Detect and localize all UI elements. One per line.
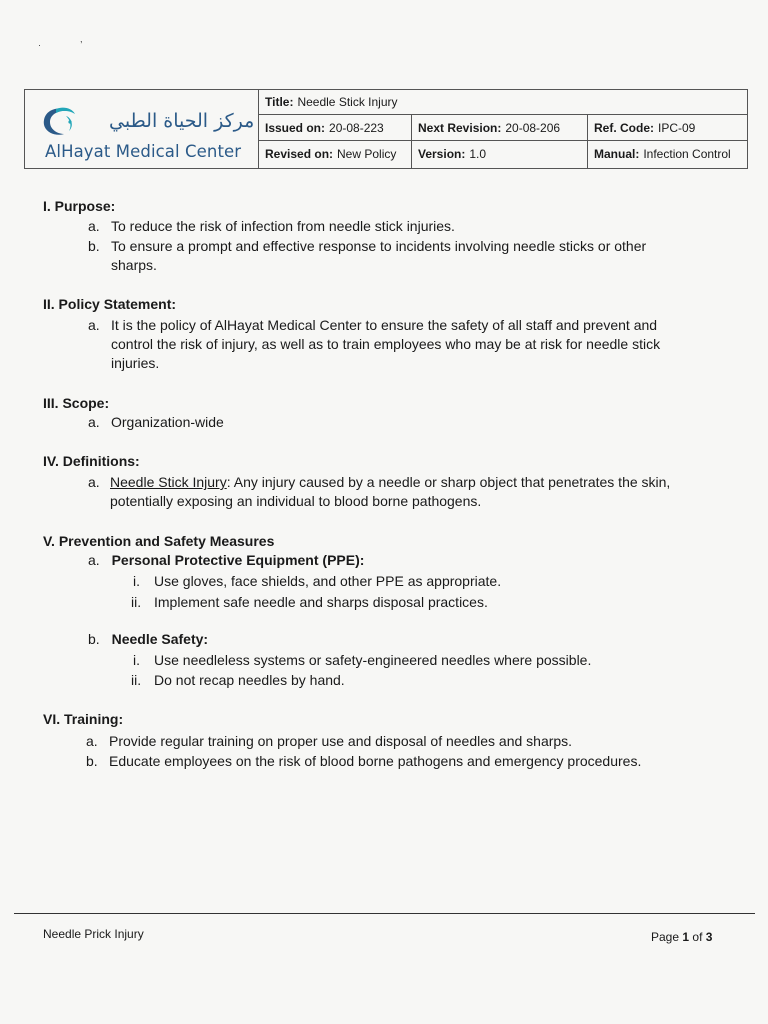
manual-value: Infection Control xyxy=(643,147,731,162)
list-item-text: sharps. xyxy=(111,257,157,273)
page-word: Page xyxy=(651,930,680,944)
list-marker: b. xyxy=(86,753,98,769)
page-total: 3 xyxy=(705,930,713,944)
ref-code-cell xyxy=(588,115,747,139)
header-row-issue xyxy=(259,115,747,140)
issued-cell xyxy=(259,115,412,139)
list-marker: ii. xyxy=(131,594,142,610)
list-item-text: Organization-wide xyxy=(111,414,224,430)
page-current: 1 xyxy=(682,930,690,944)
subsection-title: Personal Protective Equipment (PPE): xyxy=(111,552,365,568)
list-marker: a. xyxy=(88,414,100,430)
list-marker: a. xyxy=(88,474,100,490)
definition-text: : Any injury caused by a needle or sharp object that penetrates the skin, xyxy=(226,474,671,490)
version-value: 1.0 xyxy=(469,147,487,162)
page-of: of xyxy=(692,930,703,944)
list-marker: b. xyxy=(88,238,100,254)
list-item-text: To ensure a prompt and effective response to incidents involving needle sticks or other xyxy=(111,238,647,254)
section-heading-prevention: V. Prevention and Safety Measures xyxy=(43,533,275,549)
title-value: Needle Stick Injury xyxy=(297,95,398,110)
header-row-title xyxy=(259,90,747,115)
defined-term: Needle Stick Injury xyxy=(110,474,227,490)
issued-label: Issued on: xyxy=(265,120,326,135)
scan-speck: , xyxy=(80,34,83,44)
footer-document-name: Needle Prick Injury xyxy=(43,927,144,941)
alhayat-logo-icon xyxy=(39,104,79,138)
next-revision-value: 20-08-206 xyxy=(505,120,561,135)
scan-speck: · xyxy=(38,40,41,50)
title-label: Title: xyxy=(265,95,294,110)
definition-text: potentially exposing an individual to blood borne pathogens. xyxy=(110,493,482,509)
manual-cell xyxy=(588,141,747,168)
ref-code-label: Ref. Code: xyxy=(594,120,654,135)
revised-value: New Policy xyxy=(337,147,397,162)
version-label: Version: xyxy=(418,147,466,162)
list-item-text: Implement safe needle and sharps disposal practices. xyxy=(154,594,488,610)
section-heading-policy: II. Policy Statement: xyxy=(43,296,177,312)
list-marker: b. xyxy=(88,631,100,647)
title-cell xyxy=(259,90,747,114)
section-heading-scope: III. Scope: xyxy=(43,395,110,411)
manual-label: Manual: xyxy=(594,147,640,162)
list-marker: a. xyxy=(88,552,100,568)
list-item-text: Do not recap needles by hand. xyxy=(154,672,345,688)
ref-code-value: IPC-09 xyxy=(658,120,696,135)
document-header-table xyxy=(24,89,748,169)
issued-value: 20-08-223 xyxy=(329,120,384,135)
list-item-text: control the risk of injury, as well as to train employees who may be at risk for needle stick xyxy=(111,336,661,352)
section-heading-definitions: IV. Definitions: xyxy=(43,453,140,469)
page-number xyxy=(651,930,712,944)
footer-divider xyxy=(14,913,755,914)
list-item-text: Provide regular training on proper use and disposal of needles and sharps. xyxy=(109,733,573,749)
revised-cell xyxy=(259,141,412,168)
version-cell xyxy=(412,141,588,168)
section-heading-training: VI. Training: xyxy=(43,711,124,727)
list-marker: a. xyxy=(88,317,100,333)
list-marker: ii. xyxy=(131,672,142,688)
list-item-text: It is the policy of AlHayat Medical Center to ensure the safety of all staff and prevent and xyxy=(111,317,658,333)
logo-cell xyxy=(25,90,259,168)
header-row-revision xyxy=(259,141,747,168)
header-info-grid xyxy=(259,90,747,168)
subsection-needle-safety xyxy=(88,631,208,647)
subsection-title: Needle Safety: xyxy=(111,631,209,647)
list-item-text: To reduce the risk of infection from needle stick injuries. xyxy=(111,218,455,234)
logo-english-name: AlHayat Medical Center xyxy=(45,142,242,161)
revised-label: Revised on: xyxy=(265,147,334,162)
next-revision-cell xyxy=(412,115,588,139)
list-item-text: Use needleless systems or safety-engineered needles where possible. xyxy=(154,652,592,668)
list-marker: a. xyxy=(88,218,100,234)
subsection-ppe xyxy=(88,552,364,568)
list-item-text: injuries. xyxy=(111,355,160,371)
next-revision-label: Next Revision: xyxy=(418,120,502,135)
list-marker: a. xyxy=(86,733,98,749)
section-heading-purpose: I. Purpose: xyxy=(43,198,116,214)
list-item-text: Use gloves, face shields, and other PPE as appropriate. xyxy=(154,573,502,589)
list-marker: i. xyxy=(133,652,140,668)
logo-arabic-name: مركز الحياة الطبي xyxy=(109,110,255,132)
list-item-text: Educate employees on the risk of blood borne pathogens and emergency procedures. xyxy=(109,753,642,769)
list-marker: i. xyxy=(133,573,140,589)
